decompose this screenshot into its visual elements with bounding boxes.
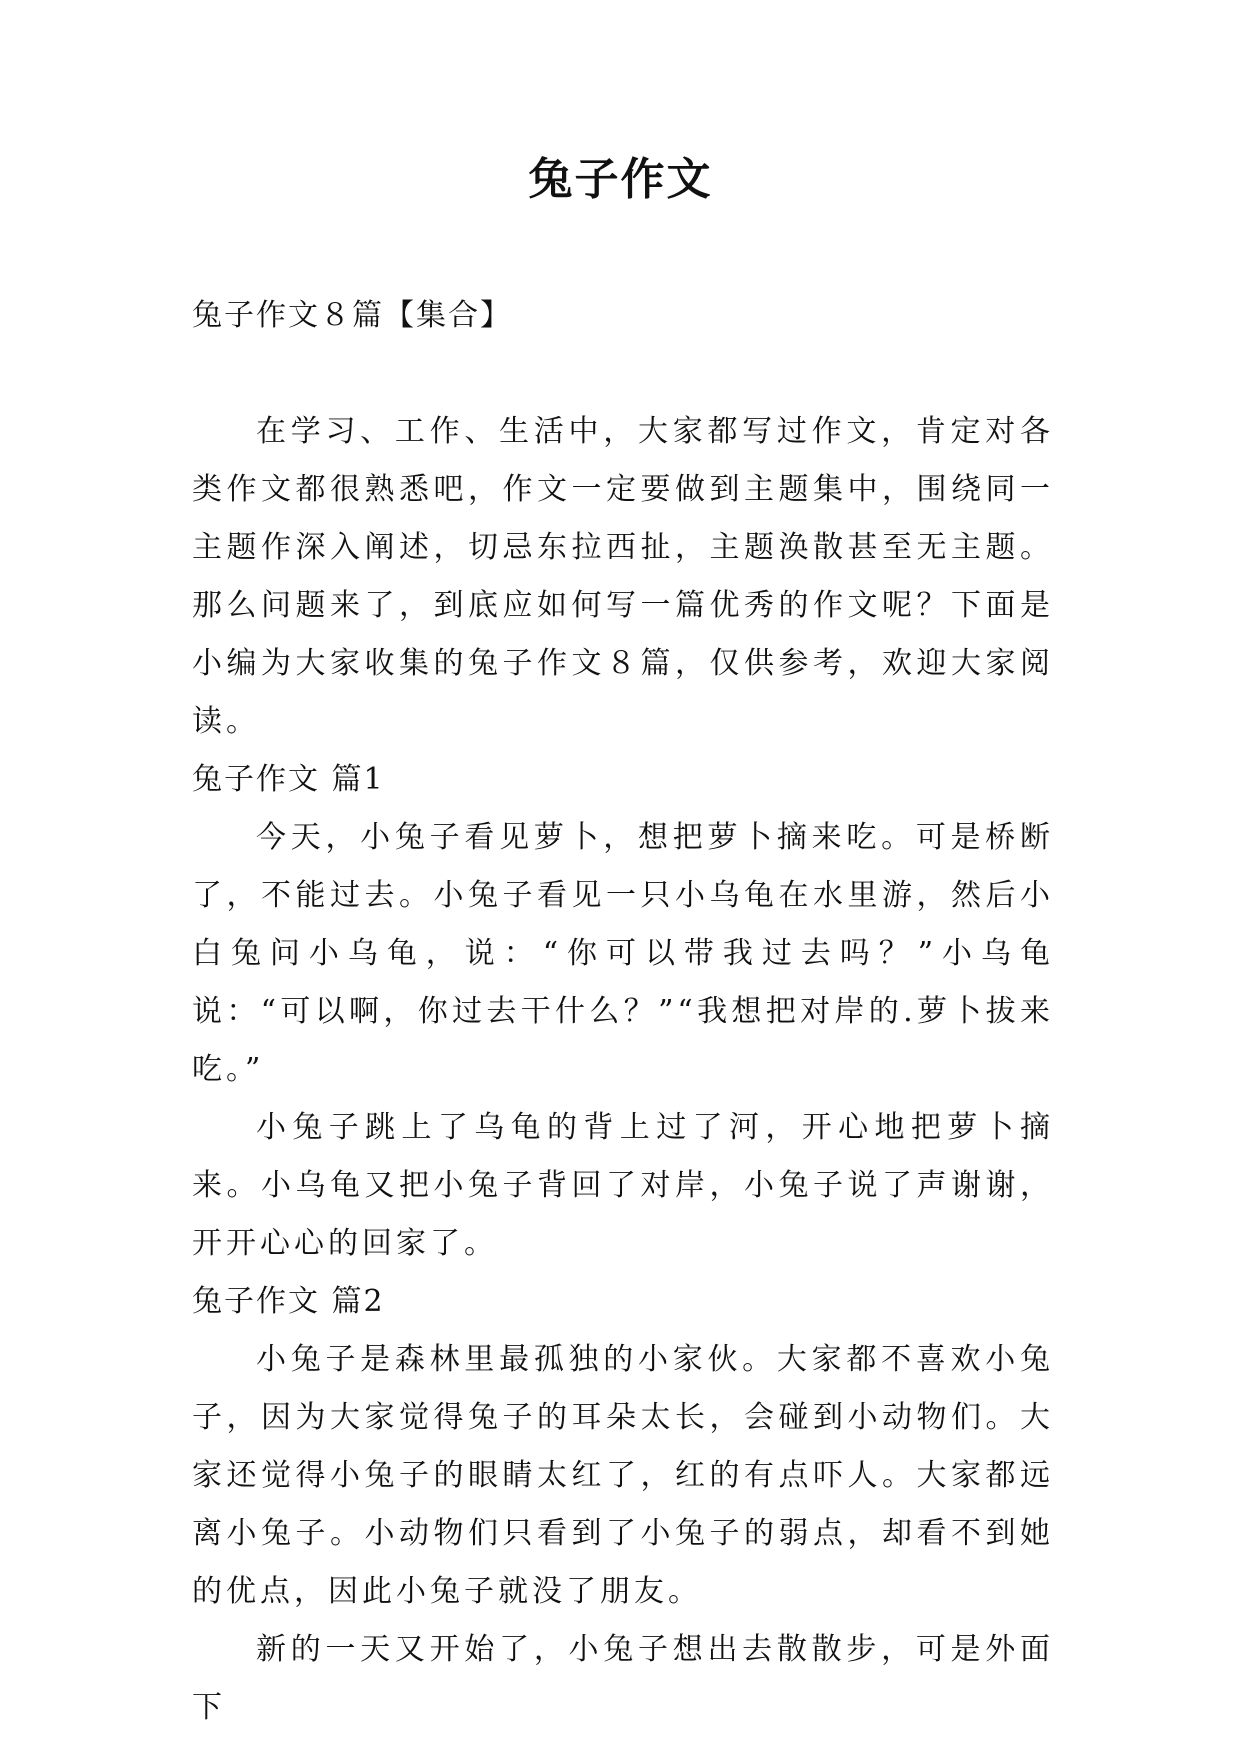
section-heading: 兔子作文 篇2 [192, 1284, 385, 1319]
document-body [192, 287, 1054, 1737]
section-paragraph: 今天，小兔子看见萝卜，想把萝卜摘来吃。可是桥断了，不能过去。小兔子看见一只小乌龟在水里游，然后小白兔问小乌龟，说：“你可以带我过去吗？”小乌龟说：“可以啊，你过去干什么？”“我想把对岸的.萝卜拔来吃。” [192, 820, 1054, 1087]
intro-paragraph: 在学习、工作、生活中，大家都写过作文，肯定对各类作文都很熟悉吧，作文一定要做到主题集中，围绕同一主题作深入阐述，切忌东拉西扯，主题涣散甚至无主题。那么问题来了，到底应如何写一篇优秀的作文呢？下面是小编为大家收集的兔子作文８篇，仅供参考，欢迎大家阅读。 [192, 414, 1054, 739]
section-paragraph: 新的一天又开始了，小兔子想出去散散步，可是外面下 [192, 1632, 1054, 1725]
section-paragraph: 小兔子是森林里最孤独的小家伙。大家都不喜欢小兔子，因为大家觉得兔子的耳朵太长，会碰到小动物们。大家还觉得小兔子的眼睛太红了，红的有点吓人。大家都远离小兔子。小动物们只看到了小兔子的弱点，却看不到她的优点，因此小兔子就没了朋友。 [192, 1342, 1054, 1609]
section-heading: 兔子作文 篇1 [192, 762, 385, 797]
section-paragraph: 小兔子跳上了乌龟的背上过了河，开心地把萝卜摘来。小乌龟又把小兔子背回了对岸，小兔子说了声谢谢，开开心心的回家了。 [192, 1110, 1054, 1261]
document-subtitle: 兔子作文８篇【集合】 [192, 298, 512, 333]
document-title: 兔子作文 [528, 154, 713, 205]
